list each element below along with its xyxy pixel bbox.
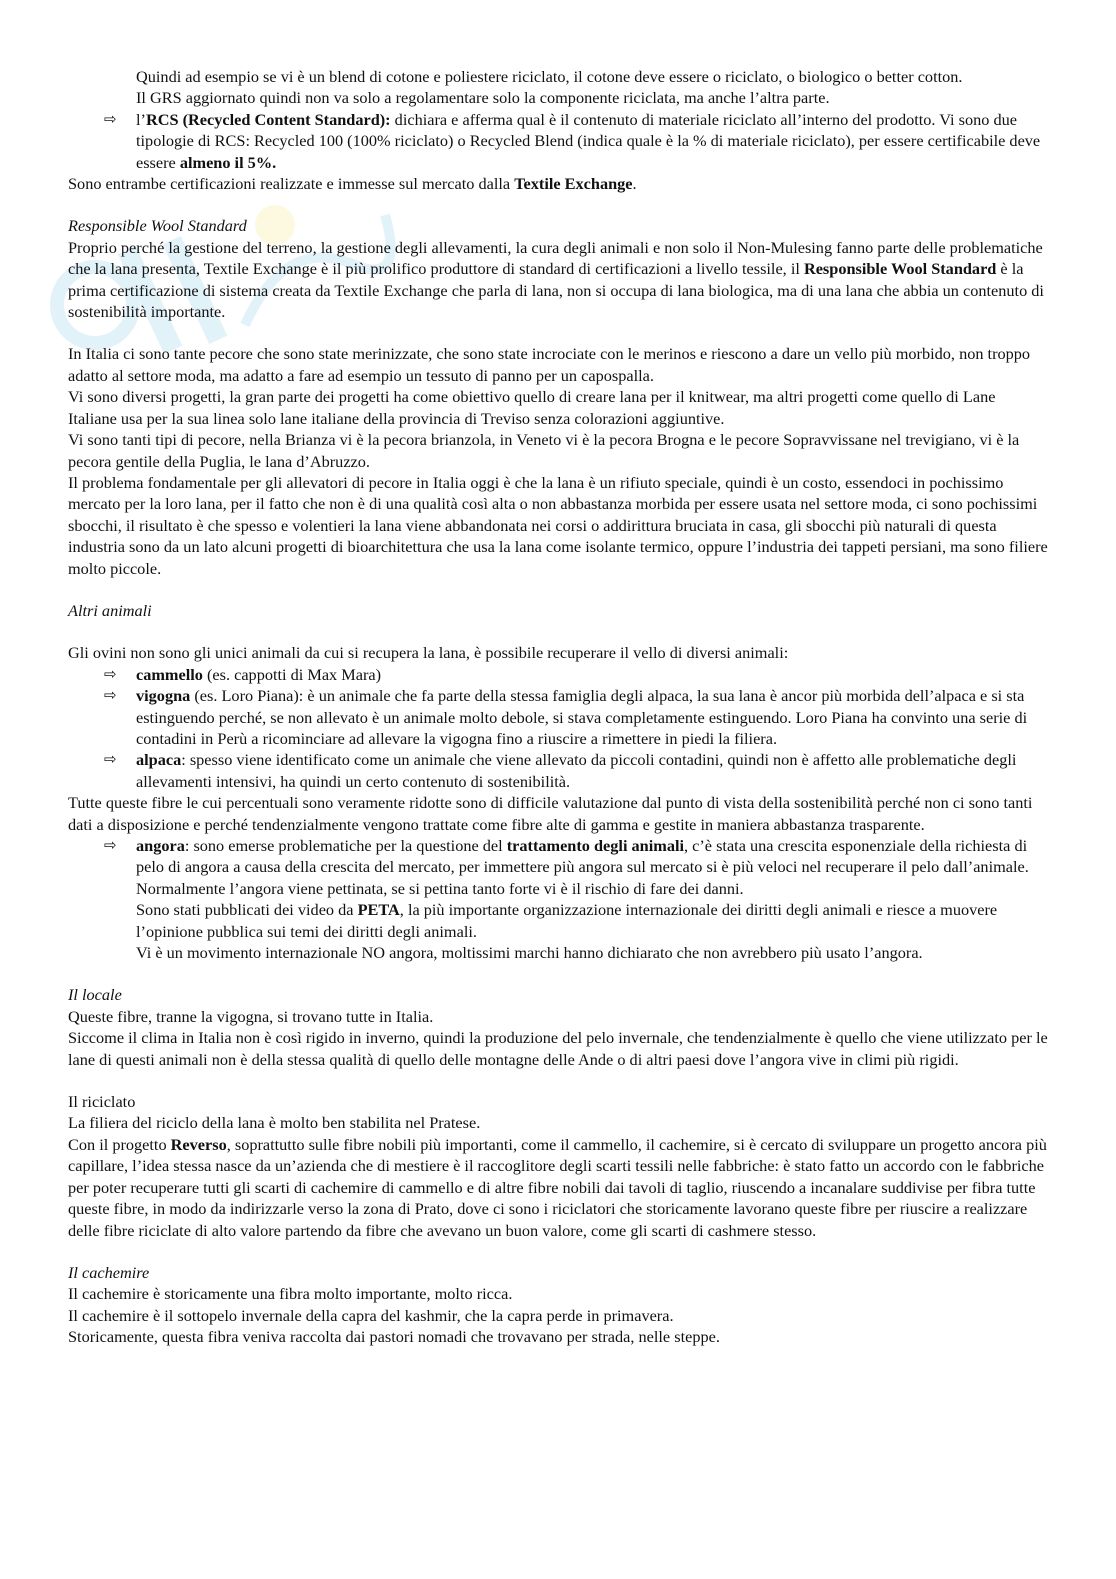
bullet-vigogna: ⇨ vigogna (es. Loro Piana): è un animale che fa parte della stessa famiglia degli alpaca, la sua lana è ancor più morbida dell’alpaca e si sta estinguendo perché, se non allevato è un animale molto debole, si stava completamente estinguendo. Loro Piana ha convinto una serie di contadini in Perù a ricominciare ad allevare la vigogna fino a riuscire a rimettere in piedi la filiera. [104,686,1028,748]
rws-paragraph-2: In Italia ci sono tante pecore che sono state merinizzate, che sono state incrociate con le merinos e riescono a dare un vello più morbido, non troppo adatto al settore moda, ma adatto a fare ad esempio un tessuto di panno per un capospalla. [68,344,1031,385]
bullet-angora: ⇨ angora: sono emerse problematiche per la questione del trattamento degli animali, c’è stata una crescita esponenziale della richiesta di pelo di angora a causa della crescita del mercato, per immettere più angora sul mercato si è più veloci nel recuperare il pelo dall’animale. Normalmente l’angora viene pettinata, se si pettina tanto forte vi è il rischio di fare dei danni. [104,836,1029,898]
rws-paragraph-5: Il problema fondamentale per gli allevatori di pecore in Italia oggi è che la lana è un rifiuto speciale, quindi è un costo, essendoci in pochissimo mercato per la loro lana, per il fatto che non è di una qualità così alta o non abbastanza morbida per essere usata nel settore moda, ci sono pochissimi sbocchi, il risultato è che spesso e volentieri la lana viene abbandonata nei corsi o addirittura bruciata in casa, gli sbocchi più naturali di questa industria sono da un lato alcuni progetti di bioarchitettura che usa la lana come isolante termico, oppure l’industria dei tappeti persiani, ma sono filiere molto piccole. [68,472,1048,578]
cachemire-paragraph-2: Il cachemire è il sottopelo invernale della capra del kashmir, che la capra perde in primavera. [68,1305,674,1325]
document-page [68,66,1048,1348]
grs-update: Il GRS aggiornato quindi non va solo a regolamentare solo la componente riciclata, ma anche l’altra parte. [136,88,830,108]
right-arrow-icon: ⇨ [104,750,117,769]
altri-intro: Gli ovini non sono gli unici animali da cui si recupera la lana, è possibile recuperare il vello di diversi animali: [68,643,789,663]
rws-paragraph-4: Vi sono tanti tipi di pecore, nella Brianza vi è la pecora brianzola, in Veneto vi è la pecora Brogna e le pecore Sopravvissane nel trevigiano, vi è la pecora gentile della Puglia, le lana d’Abruzzo. [68,430,1020,471]
cachemire-paragraph-3: Storicamente, questa fibra veniva raccolta dai pastori nomadi che trovavano per strada, nelle steppe. [68,1327,720,1347]
cachemire-paragraph-1: Il cachemire è storicamente una fibra molto importante, molto ricca. [68,1284,513,1304]
cachemire-heading: Il cachemire [68,1262,150,1282]
rws-heading: Responsible Wool Standard [68,216,247,236]
right-arrow-icon: ⇨ [104,109,117,128]
locale-heading: Il locale [68,985,122,1005]
rws-paragraph-3: Vi sono diversi progetti, la gran parte dei progetti ha come obiettivo quello di creare lana per il knitwear, ma altri progetti come quello di Lane Italiane usa per la sua linea solo lane italiane della provincia di Treviso senza colorazioni aggiuntive. [68,387,996,428]
both-certs-paragraph: Sono entrambe certificazioni realizzate e immesse sul mercato dalla Textile Exchange. [68,174,637,194]
right-arrow-icon: ⇨ [104,686,117,705]
bullet-cammello: ⇨ cammello (es. cappotti di Max Mara) [104,664,382,684]
angora-movement: Vi è un movimento internazionale NO angora, moltissimi marchi hanno dichiarato che non avrebbero più usato l’angora. [136,943,923,963]
rcs-bullet: ⇨ l’RCS (Recycled Content Standard): dichiara e afferma qual è il contenuto di materiale riciclato all’interno del prodotto. Vi sono due tipologie di RCS: Recycled 100 (100% riciclato) o Recycled Blend (indica quale è la % di materiale riciclato), per essere certificabile deve essere almeno il 5%. [104,109,1041,172]
right-arrow-icon: ⇨ [104,664,117,683]
angora-peta: Sono stati pubblicati dei video da PETA, la più importante organizzazione internazionale dei diritti degli animali e riesce a muovere l’opinione pubblica sui temi dei diritti degli animali. [136,900,998,941]
grs-example: Quindi ad esempio se vi è un blend di cotone e poliestere riciclato, il cotone deve essere o riciclato, o biologico o better cotton. [136,67,963,86]
riciclato-heading: Il riciclato [68,1092,136,1112]
right-arrow-icon: ⇨ [104,836,117,854]
altri-heading: Altri animali [68,600,152,620]
riciclato-paragraph-1: La filiera del riciclo della lana è molto ben stabilita nel Pratese. [68,1113,481,1133]
locale-paragraph-2: Siccome il clima in Italia non è così rigido in inverno, quindi la produzione del pelo invernale, che tendenzialmente è quello che viene utilizzato per le lane di questi animali non è della stessa qualità di quello delle montagne delle Ande o di altri paesi dove l’angora vive in climi più rigidi. [68,1028,1048,1069]
locale-paragraph-1: Queste fibre, tranne la vigogna, si trovano tutte in Italia. [68,1006,434,1026]
altri-middle-paragraph: Tutte queste fibre le cui percentuali sono veramente ridotte sono di difficile valutazione dal punto di vista della sostenibilità perché non ci sono tanti dati a disposizione e perché tendenzialmente vengono trattate come fibre alte di gamma e gestite in maniera abbastanza trasparente. [68,793,1033,834]
riciclato-paragraph-2: Con il progetto Reverso, soprattutto sulle fibre nobili più importanti, come il cammello, il cachemire, si è cercato di sviluppare un progetto ancora più capillare, l’idea stessa nasce da un’azienda che di mestiere è il raccoglitore degli scarti tessili nelle fabbriche: è stato fatto un accordo con le fabbriche per poter recuperare tutti gli scarti di cachemire di cammello e di altre fibre nobili dai tavoli di taglio, riuscendo a incanalare suddivise per fibra tutte queste fibre, in modo da indirizzarle verso la zona di Prato, dove ci sono i riciclatori che storicamente lavorano queste fibre per riuscire a realizzare delle fibre riciclate di alto valore partendo da fibre che avevano un buon valore, come gli scarti di cashmere stesso. [68,1134,1047,1240]
rws-paragraph-1: Proprio perché la gestione del terreno, la gestione degli allevamenti, la cura degli animali e non solo il Non-Mulesing fanno parte delle problematiche che la lana presenta, Textile Exchange è il più prolifico produttore di standard di certificazioni a livello tessile, il Responsible Wool Standard è la prima certificazione di sistema creata da Textile Exchange che parla di lana, non si occupa di lana biologica, ma di una lana che abbia un contenuto di sostenibilità importante. [68,237,1044,322]
bullet-alpaca: ⇨ alpaca: spesso viene identificato come un animale che viene allevato da piccoli contadini, quindi non è affetto alle problematiche degli allevamenti intensivi, ha quindi un certo contenuto di sostenibilità. [104,750,1017,791]
